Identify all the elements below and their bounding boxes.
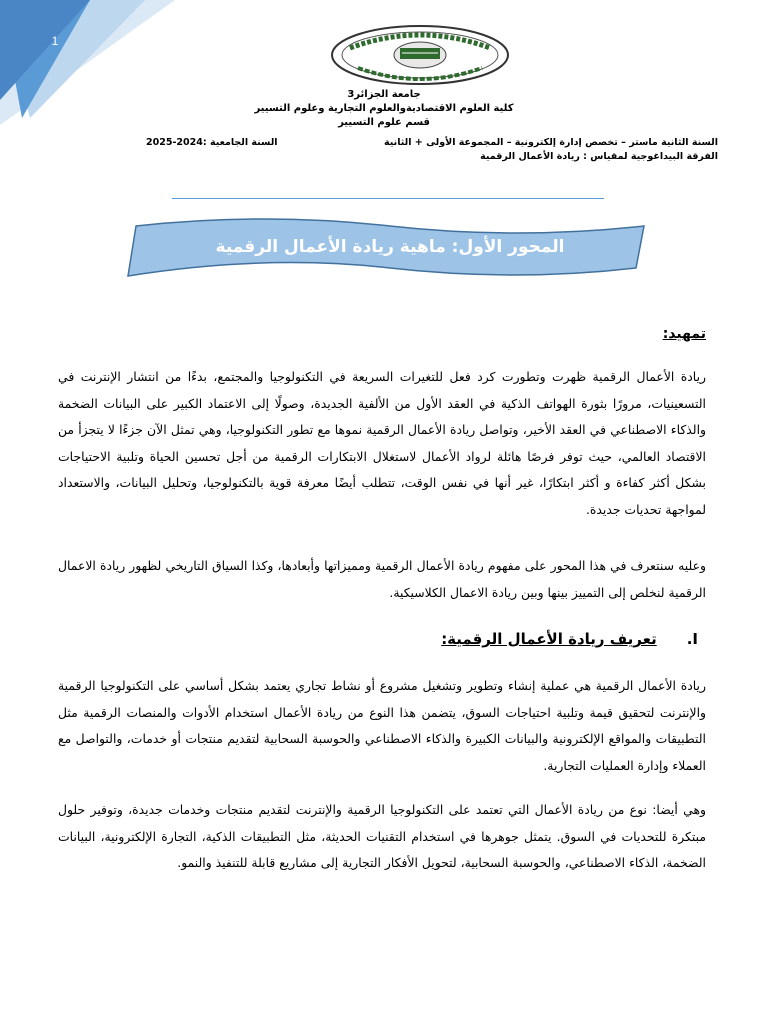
department-name: قسم علوم التسيير	[338, 117, 430, 128]
university-seal-logo	[330, 24, 510, 86]
axis-title: المحور الأول: ماهية ريادة الأعمال الرقمية	[215, 237, 565, 257]
intro-paragraph-1: ريادة الأعمال الرقمية ظهرت وتطورت كرد فعل للتغيرات السريعة في التكنولوجيا والمجتمع، بدءًا من انتشار الإنترنت في التسعينيات، مرورًا بثورة الهواتف الذكية في العقد الأول من الألفية الجديدة، وصولًا إلى الاعتماد الكبير على البيانات الضخمة والذكاء الاصطناعي في العقد الأخير، وتواصل ريادة الأعمال الرقمية نموها مع تطور التكنولوجيا، وهي تمثل الآن جزءًا لا يتجزأ من الاقتصاد العالمي، حيث توفر فرصًا هائلة لرواد الأعمال لاستغلال الابتكارات الرقمية من أجل تحسين الحياة وتلبية الاحتياجات بشكل أكثر كفاءة و أكثر ابتكارًا، غير أنها في نفس الوقت، تتطلب أيضًا معرفة قوية بالتكنولوجيا، وتحليل البيانات، والاستعداد لمواجهة تحديات جديدة.	[58, 369, 706, 517]
section-number: I.	[686, 630, 698, 648]
header-divider	[172, 198, 604, 199]
intro-paragraph-2: وعليه سنتعرف في هذا المحور على مفهوم ريادة الأعمال الرقمية ومميزاتها وأبعادها، وكذا السياق التاريخي لظهور ريادة الاعمال الرقمية لنخلص إلى التمييز بينها وبين ريادة الاعمال الكلاسيكية.	[58, 558, 706, 600]
pedagogical-team: الفرقة البيداغوجية لمقياس : ريادة الأعمال الرقمية	[480, 151, 718, 162]
corner-decoration	[0, 0, 175, 125]
page-number: 1	[51, 34, 59, 48]
definition-paragraph-2: وهي أيضا: نوع من ريادة الأعمال التي تعتمد على التكنولوجيا الرقمية والإنترنت لتقديم منتجات وخدمات جديدة، وتوفير حلول مبتكرة للتحديات في السوق. يتمثل جوهرها في استخدام التقنيات الحديثة، مثل التطبيقات الذكية، التجارة الإلكترونية، البيانات الضخمة، الذكاء الاصطناعي، والحوسبة السحابية، لتحويل الأفكار التجارية إلى مشاريع قابلة للتنفيذ والنمو.	[58, 802, 706, 871]
section-title: تعريف ريادة الأعمال الرقمية:	[441, 630, 657, 648]
academic-year: السنة الجامعية :2024-2025	[146, 137, 278, 148]
intro-heading: تمهيد:	[662, 326, 706, 342]
program-info: السنة الثانية ماستر – تخصص إدارة إلكترونية – المجموعة الأولى + الثانية	[384, 137, 718, 148]
faculty-name: كلية العلوم الاقتصاديةوالعلوم التجارية وعلوم التسيير	[254, 103, 514, 114]
definition-paragraph-1: ريادة الأعمال الرقمية هي عملية إنشاء وتطوير وتشغيل مشروع أو نشاط تجاري يعتمد بشكل أساسي على التكنولوجيا الرقمية والإنترنت لتحقيق قيمة وتلبية احتياجات السوق، يتضمن هذا النوع من ريادة الأعمال استخدام الأدوات والمنصات الرقمية مثل التطبيقات والمواقع الإلكترونية والبيانات الكبيرة والذكاء الاصطناعي والحوسبة السحابية لتقديم منتجات أو خدمات، والتواصل مع العملاء وإدارة العمليات التجارية.	[58, 678, 706, 773]
section-heading	[441, 627, 698, 651]
university-name: جامعة الجزائر3	[347, 89, 421, 100]
